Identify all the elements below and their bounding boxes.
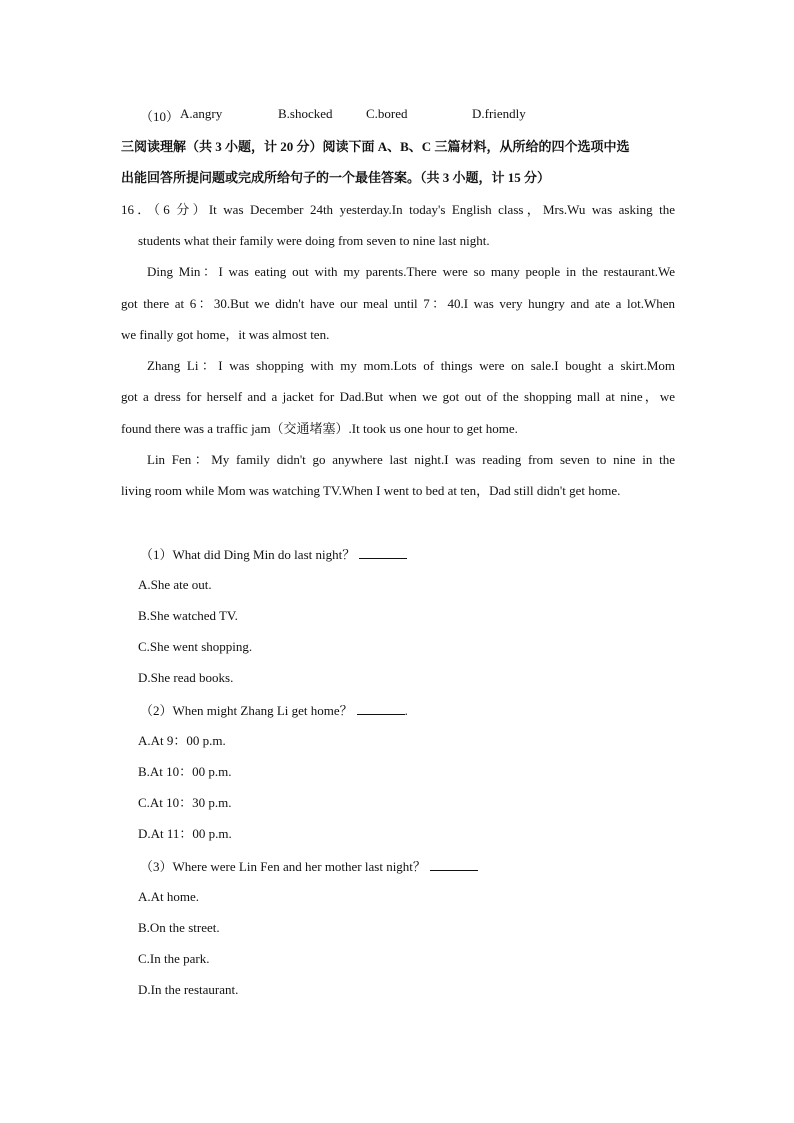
passage-intro-line-2: students what their family were doing from seven to nine last night.: [138, 233, 490, 248]
section-heading-line-2: 出能回答所提问题或完成所给句子的一个最佳答案。（共 3 小题，计 15 分）: [121, 170, 551, 185]
passage-ding-min-line-3: we finally got home，it was almost ten.: [121, 327, 330, 342]
question-10-option-b: B.shocked: [278, 106, 333, 121]
question-10-option-d: D.friendly: [472, 106, 526, 121]
answer-blank: [357, 702, 405, 715]
question-3-option-c: C.In the park.: [138, 951, 210, 966]
question-1-stem: （1）What did Ding Min do last night？: [140, 546, 407, 563]
passage-lin-fen-line-1: Lin Fen：My family didn't go anywhere last night.I was reading from seven to nine in the: [147, 452, 675, 467]
passage-ding-min-line-1: Ding Min：I was eating out with my parents.There were so many people in the restaurant.We: [147, 264, 675, 279]
question-3-option-d: D.In the restaurant.: [138, 982, 239, 997]
question-10-option-c: C.bored: [366, 106, 408, 121]
question-3-stem: （3）Where were Lin Fen and her mother last night？: [140, 858, 478, 875]
passage-zhang-li-line-1: Zhang Li：I was shopping with my mom.Lots of things were on sale.I bought a skirt.Mom: [147, 358, 675, 373]
answer-blank: [430, 858, 478, 871]
answer-blank: [359, 546, 407, 559]
passage-ding-min-line-2: got there at 6：30.But we didn't have our meal until 7：40.I was very hungry and ate a lot.When: [121, 296, 675, 311]
question-10-option-a: A.angry: [180, 106, 223, 121]
passage-lin-fen-line-2: living room while Mom was watching TV.When I went to bed at ten，Dad still didn't get home.: [121, 483, 621, 498]
question-2-stem: （2）When might Zhang Li get home？ .: [140, 703, 408, 718]
question-1-option-b: B.She watched TV.: [138, 608, 238, 623]
question-2-option-c: C.At 10：30 p.m.: [138, 795, 232, 810]
passage-zhang-li-line-2: got a dress for herself and a jacket for Dad.But when we got out of the shopping mall at nine，we: [121, 389, 675, 404]
question-2-option-d: D.At 11：00 p.m.: [138, 826, 232, 841]
question-1-option-c: C.She went shopping.: [138, 639, 253, 654]
question-2-option-b: B.At 10：00 p.m.: [138, 764, 232, 779]
section-heading-line-1: 三阅读理解（共 3 小题，计 20 分）阅读下面 A、B、C 三篇材料，从所给的四个选项中选: [121, 139, 630, 154]
question-1-option-a: A.She ate out.: [138, 577, 212, 592]
passage-intro-line-1: 16．（6 分）It was December 24th yesterday.In today's English class，Mrs.Wu was asking the: [121, 202, 675, 217]
question-1-option-d: D.She read books.: [138, 670, 234, 685]
question-3-option-b: B.On the street.: [138, 920, 220, 935]
passage-zhang-li-line-3: found there was a traffic jam（交通堵塞）.It took us one hour to get home.: [121, 421, 518, 436]
question-3-option-a: A.At home.: [138, 889, 200, 904]
question-10-number: （10）: [140, 109, 180, 124]
question-2-option-a: A.At 9：00 p.m.: [138, 733, 226, 748]
